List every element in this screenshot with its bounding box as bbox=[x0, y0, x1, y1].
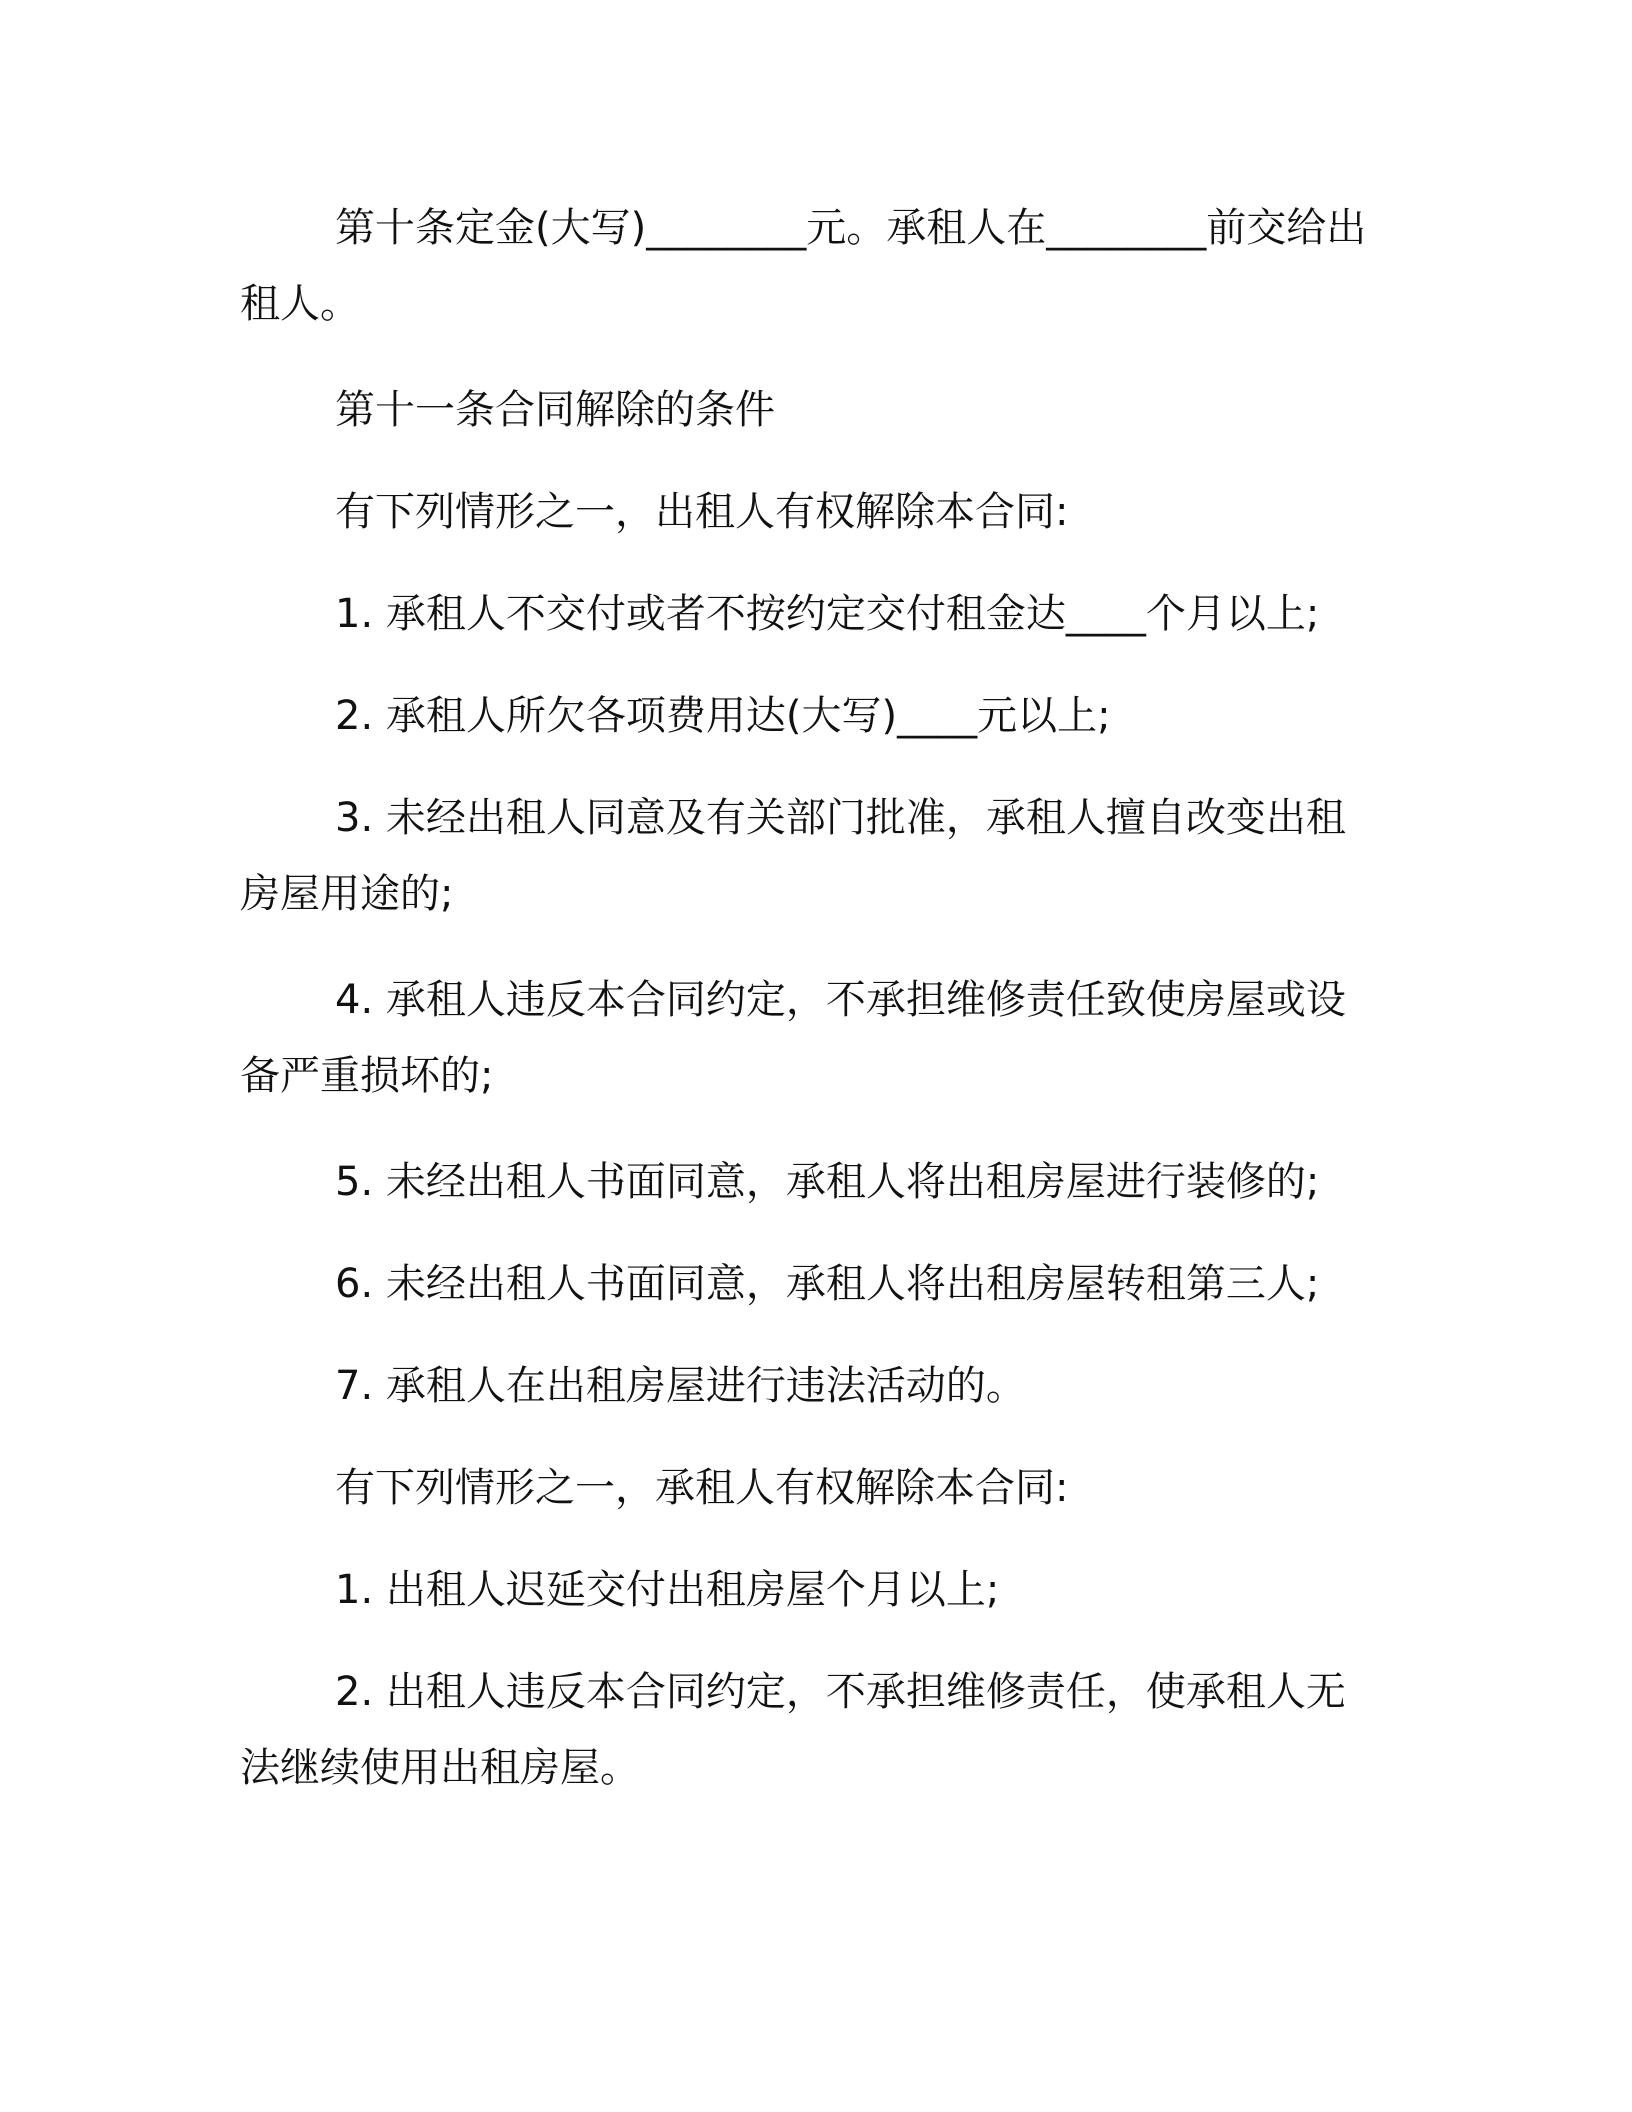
lessor-termination-item-4: 4. 承租人违反本合同约定，不承担维修责任致使房屋或设备严重损坏的; bbox=[240, 977, 1346, 1099]
lessor-termination-item-1: 1. 承租人不交付或者不按约定交付租金达____个月以上; bbox=[335, 591, 1320, 637]
lessee-termination-intro: 有下列情形之一，承租人有权解除本合同: bbox=[335, 1465, 1069, 1511]
lessee-termination-item-2: 2. 出租人违反本合同约定，不承担维修责任，使承租人无法继续使用出租房屋。 bbox=[240, 1669, 1346, 1791]
lessee-termination-item-1: 1. 出租人迟延交付出租房屋个月以上; bbox=[335, 1567, 1000, 1613]
lessor-termination-item-3: 3. 未经出租人同意及有关部门批准，承租人擅自改变出租房屋用途的; bbox=[240, 795, 1346, 917]
clause-10-deposit: 第十条定金(大写)________元。承租人在________前交给出租人。 bbox=[240, 205, 1367, 327]
lessor-termination-item-2: 2. 承租人所欠各项费用达(大写)____元以上; bbox=[335, 693, 1111, 739]
clause-11-heading: 第十一条合同解除的条件 bbox=[335, 387, 775, 433]
lessor-termination-item-7: 7. 承租人在出租房屋进行违法活动的。 bbox=[335, 1363, 1026, 1409]
lessor-termination-item-6: 6. 未经出租人书面同意，承租人将出租房屋转租第三人; bbox=[335, 1261, 1320, 1307]
lessor-termination-intro: 有下列情形之一，出租人有权解除本合同: bbox=[335, 489, 1069, 535]
document-body bbox=[240, 190, 1380, 1806]
lessor-termination-item-5: 5. 未经出租人书面同意，承租人将出租房屋进行装修的; bbox=[335, 1159, 1320, 1205]
